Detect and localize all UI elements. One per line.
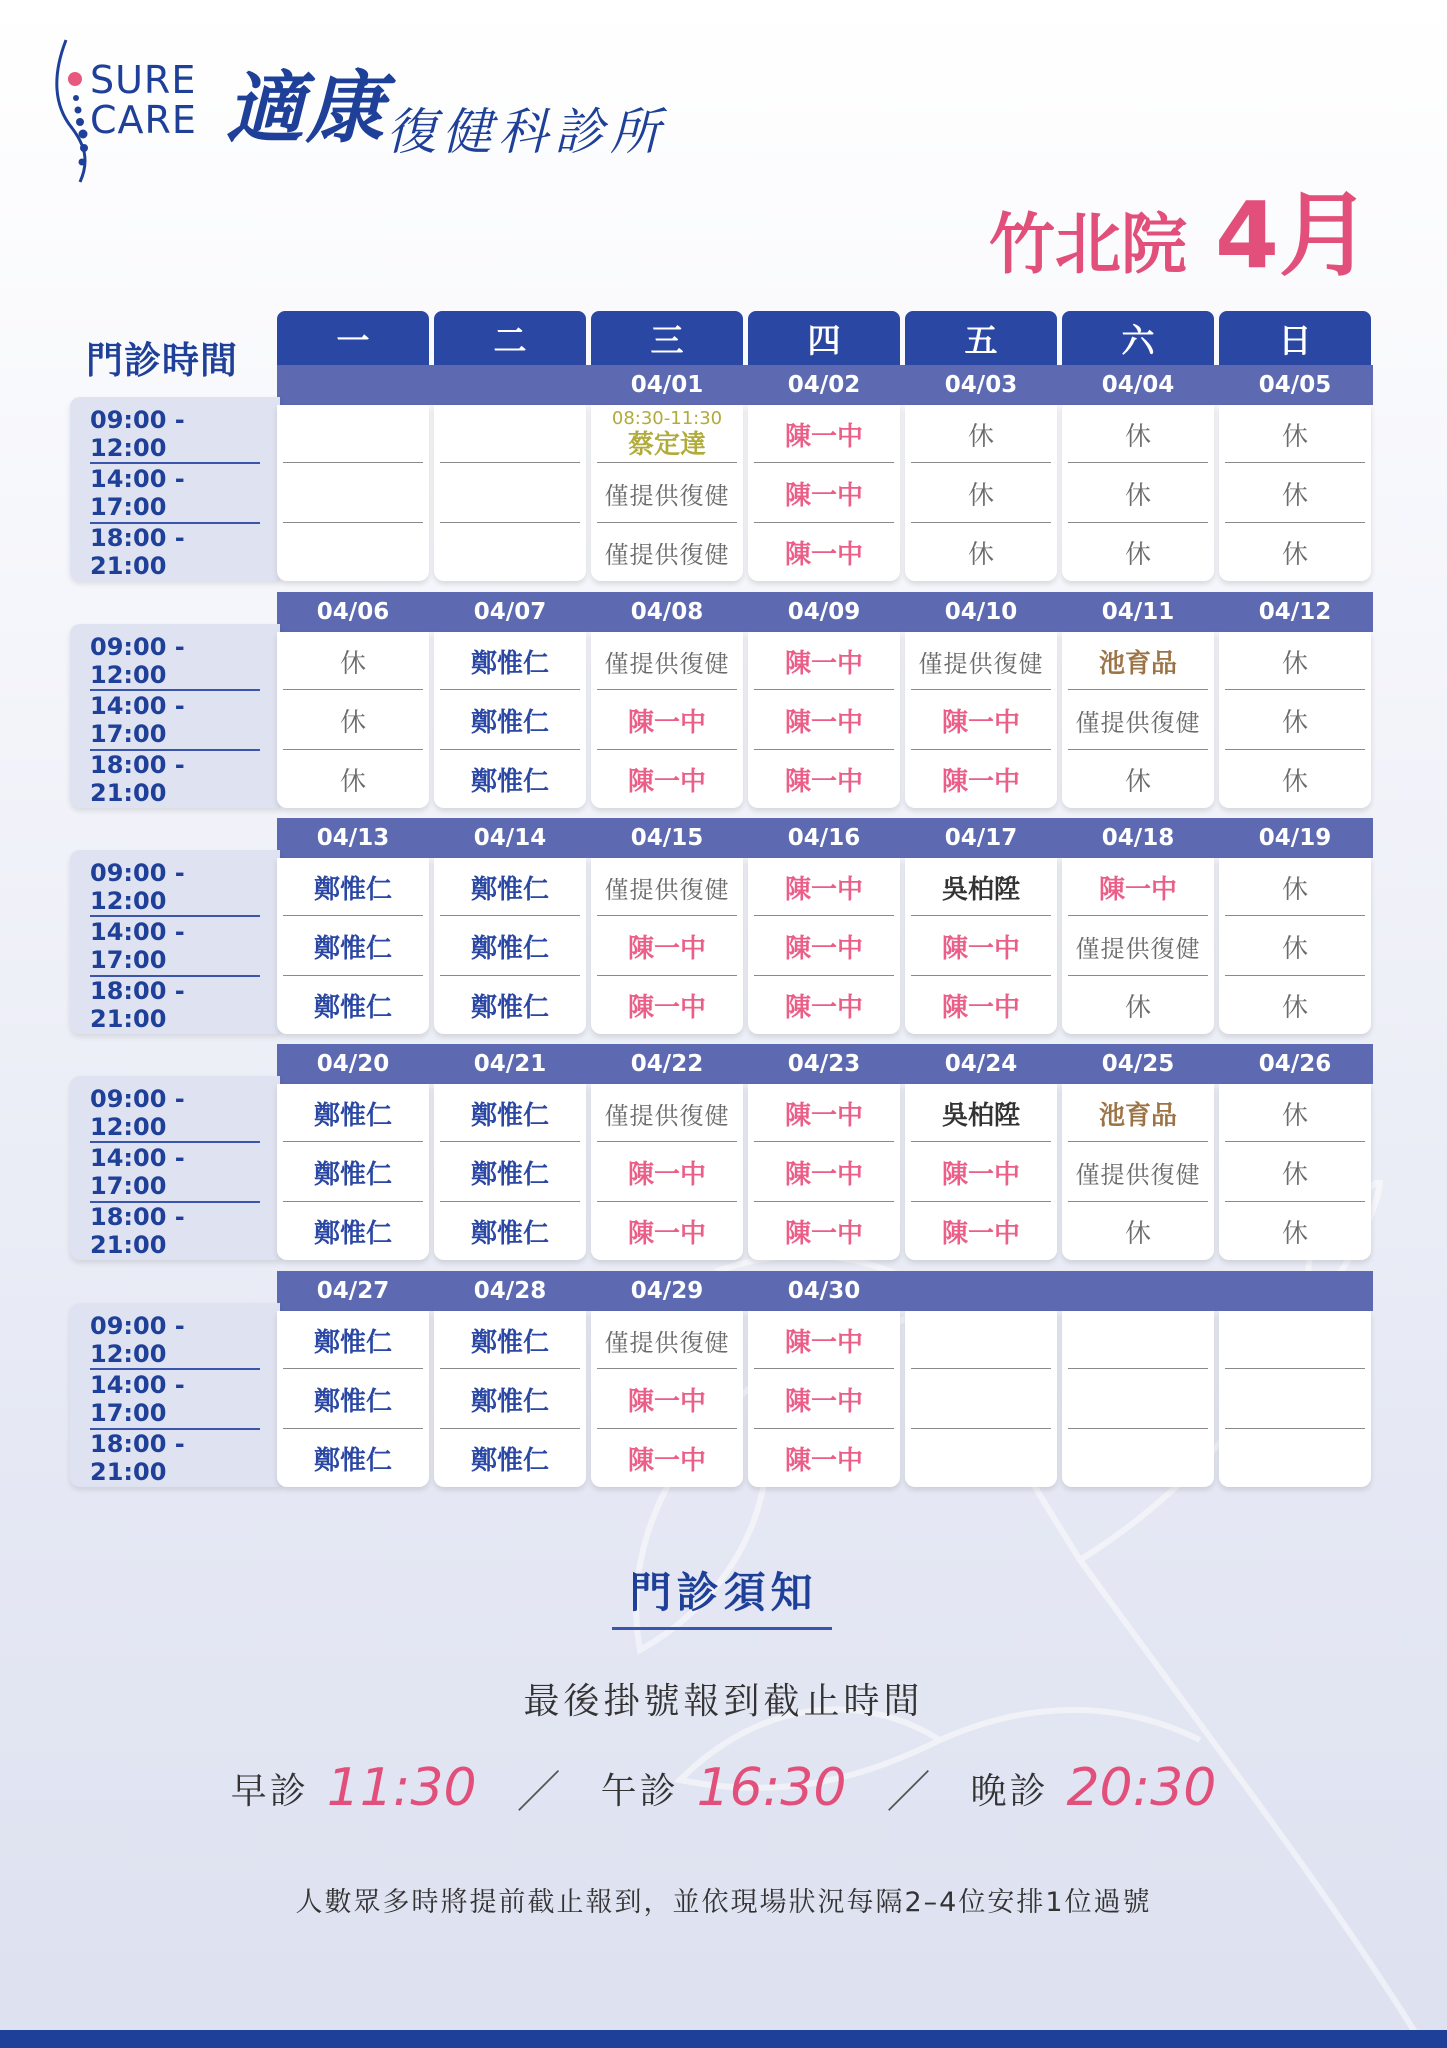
time-slot-label: 14:00 - 17:00 <box>90 465 185 521</box>
schedule-cell: 陳一中 <box>627 766 706 797</box>
clinic-logo <box>50 36 670 186</box>
day-column <box>1219 1084 1371 1260</box>
time-slot-column <box>70 397 280 581</box>
schedule-cell: 休 <box>1281 766 1308 797</box>
date-bar <box>277 1271 1373 1311</box>
schedule-cell <box>905 1429 1057 1487</box>
time-slot-column <box>70 1076 280 1260</box>
logo-text-care: CARE <box>90 98 197 142</box>
date-bar <box>277 365 1373 405</box>
date-label: 04/14 <box>473 825 547 851</box>
schedule-cell: 陳一中 <box>627 933 706 964</box>
date-label: 04/19 <box>1258 825 1332 851</box>
time-slot-column <box>70 624 280 808</box>
date-label: 04/08 <box>630 599 704 625</box>
schedule-cell <box>591 405 743 463</box>
schedule-cell: 休 <box>1124 539 1151 570</box>
schedule-cell: 鄭惟仁 <box>470 992 549 1023</box>
schedule-cell: 休 <box>1281 933 1308 964</box>
time-slot-label: 18:00 - 21:00 <box>90 1203 185 1259</box>
day-column <box>905 405 1057 581</box>
date-label: 04/21 <box>473 1051 547 1077</box>
schedule-cell: 僅提供復健 <box>604 875 730 904</box>
date-label <box>1062 1271 1214 1311</box>
schedule-cell: 僅提供復健 <box>604 1101 730 1130</box>
schedule-cell: 陳一中 <box>784 992 863 1023</box>
schedule-cell: 鄭惟仁 <box>470 1327 549 1358</box>
schedule-cell: 陳一中 <box>941 766 1020 797</box>
schedule-cell <box>277 405 429 463</box>
deadline-separator: ／ <box>516 1767 561 1818</box>
schedule-cell: 陳一中 <box>627 1218 706 1249</box>
day-column <box>905 1084 1057 1260</box>
schedule-cell: 僅提供復健 <box>604 649 730 678</box>
schedule-cell: 僅提供復健 <box>1075 1160 1201 1189</box>
date-label: 04/03 <box>944 372 1018 398</box>
day-column <box>277 1084 429 1260</box>
schedule-cell: 鄭惟仁 <box>470 1445 549 1476</box>
schedule-cell: 休 <box>967 480 994 511</box>
date-label: 04/17 <box>944 825 1018 851</box>
schedule-cell: 僅提供復健 <box>1075 708 1201 737</box>
day-column <box>1219 1311 1371 1487</box>
schedule-cell <box>1219 1311 1371 1369</box>
schedule-cell: 休 <box>1281 1100 1308 1131</box>
date-label: 04/09 <box>787 599 861 625</box>
date-label <box>277 365 429 405</box>
day-column <box>277 1311 429 1487</box>
time-slot-label: 09:00 - 12:00 <box>90 1085 185 1141</box>
schedule-cell: 陳一中 <box>784 539 863 570</box>
deadline-label-evening: 晚診 <box>970 1770 1049 1812</box>
schedule-cell: 鄭惟仁 <box>470 707 549 738</box>
deadline-separator: ／ <box>886 1767 931 1818</box>
schedule-cell: 休 <box>1281 539 1308 570</box>
date-label: 04/05 <box>1258 372 1332 398</box>
day-column <box>905 1311 1057 1487</box>
time-slot-label: 18:00 - 21:00 <box>90 977 185 1033</box>
date-label: 04/30 <box>787 1278 861 1304</box>
date-label: 04/10 <box>944 599 1018 625</box>
cross-icon <box>68 72 82 86</box>
schedule-cell: 陳一中 <box>784 933 863 964</box>
day-column <box>434 858 586 1034</box>
day-column <box>277 405 429 581</box>
schedule-cell: 鄭惟仁 <box>470 1159 549 1190</box>
day-column <box>1062 858 1214 1034</box>
schedule-cell: 鄭惟仁 <box>313 874 392 905</box>
schedule-cell: 鄭惟仁 <box>313 1327 392 1358</box>
schedule-cell <box>905 1369 1057 1429</box>
time-slot-label: 14:00 - 17:00 <box>90 692 185 748</box>
schedule-cell: 陳一中 <box>627 1159 706 1190</box>
schedule-cell: 僅提供復健 <box>918 649 1044 678</box>
time-slot-column <box>70 1303 280 1487</box>
schedule-cell: 休 <box>339 648 366 679</box>
schedule-cell: 休 <box>1281 421 1308 452</box>
date-bar <box>277 1044 1373 1084</box>
day-column <box>1062 632 1214 808</box>
day-column <box>1219 858 1371 1034</box>
schedule-cell: 陳一中 <box>941 992 1020 1023</box>
time-slot-label: 14:00 - 17:00 <box>90 1371 185 1427</box>
date-label: 04/24 <box>944 1051 1018 1077</box>
schedule-cell: 休 <box>1281 707 1308 738</box>
day-column <box>1062 405 1214 581</box>
schedule-cell: 陳一中 <box>784 1445 863 1476</box>
schedule-cell: 休 <box>1281 648 1308 679</box>
day-column <box>1062 1311 1214 1487</box>
hours-title: 門診時間 <box>86 339 238 382</box>
date-label: 04/25 <box>1101 1051 1175 1077</box>
time-slot-label: 18:00 - 21:00 <box>90 1430 185 1486</box>
date-label: 04/13 <box>316 825 390 851</box>
schedule-cell: 陳一中 <box>784 648 863 679</box>
date-label: 04/07 <box>473 599 547 625</box>
date-label: 04/04 <box>1101 372 1175 398</box>
day-column <box>591 1311 743 1487</box>
schedule-cell <box>1062 1369 1214 1429</box>
schedule-cell: 鄭惟仁 <box>313 1100 392 1131</box>
schedule-cell: 鄭惟仁 <box>313 1159 392 1190</box>
schedule-cell: 休 <box>1281 874 1308 905</box>
date-label: 04/28 <box>473 1278 547 1304</box>
schedule-cell: 池育品 <box>1098 1100 1177 1131</box>
schedule-cell: 休 <box>339 707 366 738</box>
schedule-cell: 鄭惟仁 <box>313 992 392 1023</box>
weekday-1: 一 <box>277 311 429 365</box>
time-slot-label: 09:00 - 12:00 <box>90 1312 185 1368</box>
schedule-cell: 休 <box>1124 480 1151 511</box>
deadline-time-afternoon: 16:30 <box>696 1758 847 1818</box>
day-column <box>748 1084 900 1260</box>
date-label <box>905 1271 1057 1311</box>
day-column <box>905 632 1057 808</box>
notice-title: 門診須知 <box>629 1568 818 1617</box>
schedule-cell: 陳一中 <box>784 1386 863 1417</box>
date-label: 04/15 <box>630 825 704 851</box>
weekday-4: 四 <box>748 311 900 365</box>
schedule-cell <box>434 405 586 463</box>
schedule-cell: 陳一中 <box>784 421 863 452</box>
schedule-cell <box>1219 1429 1371 1487</box>
schedule-month: 4月 <box>1214 182 1371 289</box>
schedule-cell: 鄭惟仁 <box>313 933 392 964</box>
time-slot-label: 09:00 - 12:00 <box>90 406 185 462</box>
schedule-cell: 鄭惟仁 <box>470 766 549 797</box>
schedule-cell <box>277 463 429 523</box>
schedule-cell: 鄭惟仁 <box>313 1386 392 1417</box>
schedule-cell: 僅提供復健 <box>604 540 730 569</box>
branch-month-title <box>988 182 1371 312</box>
date-label: 04/01 <box>630 372 704 398</box>
schedule-cell <box>1219 1369 1371 1429</box>
special-hours: 08:30-11:30 <box>611 408 723 429</box>
day-column <box>591 858 743 1034</box>
weekday-6: 六 <box>1062 311 1214 365</box>
schedule-cell: 鄭惟仁 <box>470 933 549 964</box>
schedule-cell <box>905 1311 1057 1369</box>
time-slot-label: 14:00 - 17:00 <box>90 918 185 974</box>
day-column <box>748 858 900 1034</box>
day-column <box>277 632 429 808</box>
notice-note: 人數眾多時將提前截止報到，並依現場狀況每隔2–4位安排1位過號 <box>295 1887 1152 1918</box>
bottom-bar <box>0 2030 1447 2048</box>
date-label <box>434 365 586 405</box>
schedule-cell: 陳一中 <box>784 707 863 738</box>
schedule-cell: 鄭惟仁 <box>470 1386 549 1417</box>
schedule-cell: 陳一中 <box>784 1159 863 1190</box>
date-label: 04/12 <box>1258 599 1332 625</box>
schedule-cell: 鄭惟仁 <box>470 1218 549 1249</box>
weekday-5: 五 <box>905 311 1057 365</box>
deadline-label-morning: 早診 <box>230 1770 309 1812</box>
schedule-cell: 休 <box>1124 992 1151 1023</box>
schedule-cell: 僅提供復健 <box>604 481 730 510</box>
schedule-cell: 僅提供復健 <box>1075 934 1201 963</box>
time-slot-label: 18:00 - 21:00 <box>90 751 185 807</box>
time-slot-label: 09:00 - 12:00 <box>90 859 185 915</box>
schedule-cell: 鄭惟仁 <box>470 1100 549 1131</box>
day-column <box>434 1084 586 1260</box>
schedule-cell: 陳一中 <box>784 1100 863 1131</box>
day-column <box>434 632 586 808</box>
weekday-2: 二 <box>434 311 586 365</box>
schedule-cell: 休 <box>1124 766 1151 797</box>
schedule-cell: 陳一中 <box>627 1386 706 1417</box>
time-slot-column <box>70 850 280 1034</box>
logo-text-zh-main: 適康 <box>226 63 387 154</box>
day-column <box>748 405 900 581</box>
date-label: 04/27 <box>316 1278 390 1304</box>
schedule-cell: 陳一中 <box>784 766 863 797</box>
deadline-time-morning: 11:30 <box>326 1758 477 1818</box>
schedule-cell: 休 <box>339 766 366 797</box>
date-bar <box>277 818 1373 858</box>
schedule-cell: 鄭惟仁 <box>470 874 549 905</box>
schedule-cell: 僅提供復健 <box>604 1328 730 1357</box>
schedule-cell: 休 <box>1281 1218 1308 1249</box>
date-label: 04/18 <box>1101 825 1175 851</box>
schedule-cell: 陳一中 <box>941 933 1020 964</box>
schedule-cell: 陳一中 <box>627 1445 706 1476</box>
day-column <box>434 1311 586 1487</box>
schedule-cell <box>277 523 429 581</box>
schedule-cell: 陳一中 <box>941 707 1020 738</box>
schedule-cell: 陳一中 <box>784 480 863 511</box>
date-label: 04/22 <box>630 1051 704 1077</box>
day-column <box>591 405 743 581</box>
schedule-cell: 陳一中 <box>784 1218 863 1249</box>
schedule-cell: 鄭惟仁 <box>470 648 549 679</box>
schedule-cell <box>1062 1311 1214 1369</box>
date-label: 04/16 <box>787 825 861 851</box>
schedule-cell: 陳一中 <box>784 874 863 905</box>
schedule-cell: 陳一中 <box>627 707 706 738</box>
weekday-7: 日 <box>1219 311 1371 365</box>
deadline-label-afternoon: 午診 <box>600 1770 679 1812</box>
doctor-name: 蔡定達 <box>627 430 706 460</box>
schedule-cell <box>1062 1429 1214 1487</box>
schedule-cell: 陳一中 <box>1098 874 1177 905</box>
day-column <box>591 1084 743 1260</box>
schedule-cell: 陳一中 <box>784 1327 863 1358</box>
schedule-cell: 休 <box>967 421 994 452</box>
schedule-cell: 休 <box>1124 421 1151 452</box>
date-label: 04/29 <box>630 1278 704 1304</box>
date-label <box>1219 1271 1371 1311</box>
time-slot-label: 18:00 - 21:00 <box>90 524 185 580</box>
day-column <box>748 632 900 808</box>
schedule-cell: 鄭惟仁 <box>313 1445 392 1476</box>
time-slot-label: 14:00 - 17:00 <box>90 1144 185 1200</box>
schedule-cell: 休 <box>1124 1218 1151 1249</box>
schedule-cell: 吳柏陞 <box>941 1100 1020 1131</box>
day-column <box>277 858 429 1034</box>
date-label: 04/06 <box>316 599 390 625</box>
date-label: 04/11 <box>1101 599 1175 625</box>
schedule-cell: 陳一中 <box>941 1218 1020 1249</box>
schedule-cell <box>434 523 586 581</box>
schedule-cell <box>434 463 586 523</box>
schedule-cell: 陳一中 <box>941 1159 1020 1190</box>
date-label: 04/26 <box>1258 1051 1332 1077</box>
notice-underline <box>612 1627 832 1630</box>
day-column <box>434 405 586 581</box>
schedule-cell: 吳柏陞 <box>941 874 1020 905</box>
day-column <box>1219 632 1371 808</box>
logo-text-sure: SURE <box>90 58 197 102</box>
day-column <box>1219 405 1371 581</box>
day-column <box>1062 1084 1214 1260</box>
deadline-title: 最後掛號報到截止時間 <box>523 1681 924 1722</box>
schedule-cell: 陳一中 <box>627 992 706 1023</box>
logo-text-zh-sub: 復健科診所 <box>386 103 666 161</box>
schedule-cell: 休 <box>1281 1159 1308 1190</box>
date-bar <box>277 592 1373 632</box>
deadline-times <box>0 1748 1447 1828</box>
schedule-cell: 休 <box>967 539 994 570</box>
deadline-time-evening: 20:30 <box>1066 1758 1217 1818</box>
day-column <box>591 632 743 808</box>
weekday-3: 三 <box>591 311 743 365</box>
day-column <box>748 1311 900 1487</box>
date-label: 04/23 <box>787 1051 861 1077</box>
schedule-cell: 鄭惟仁 <box>313 1218 392 1249</box>
branch-name: 竹北院 <box>988 206 1187 283</box>
day-column <box>905 858 1057 1034</box>
time-slot-label: 09:00 - 12:00 <box>90 633 185 689</box>
schedule-cell: 休 <box>1281 480 1308 511</box>
date-label: 04/20 <box>316 1051 390 1077</box>
schedule-cell: 池育品 <box>1098 648 1177 679</box>
date-label: 04/02 <box>787 372 861 398</box>
schedule-cell: 休 <box>1281 992 1308 1023</box>
